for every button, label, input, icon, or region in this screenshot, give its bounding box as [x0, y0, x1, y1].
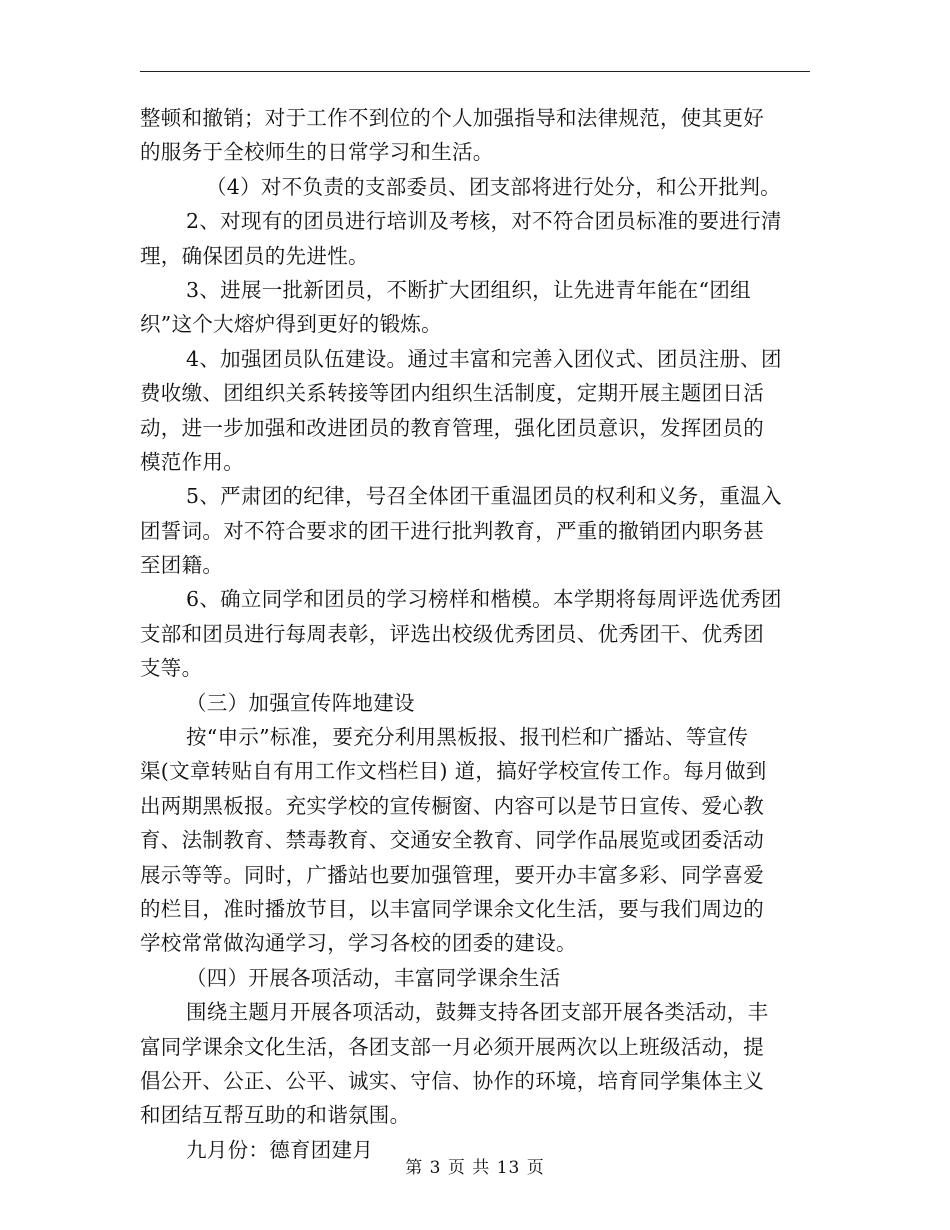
text-line: 倡公开、公正、公平、诚实、守信、协作的环境，培育同学集体主义 [140, 1068, 764, 1093]
page-footer: 第 3 页 共 13 页 [405, 1158, 545, 1178]
text-line: 按“申示”标准，要充分利用黑板报、报刊栏和广播站、等宣传 [186, 725, 749, 750]
text-line: 学校常常做沟通学习，学习各校的团委的建设。 [140, 931, 577, 956]
text-line: 的服务于全校师生的日常学习和生活。 [140, 140, 494, 165]
text-line: 2、对现有的团员进行培训及考核，对不符合团员标准的要进行清 [186, 209, 782, 234]
text-line: （四）开展各项活动，丰富同学课余生活 [186, 965, 561, 990]
text-line: 织”这个大熔炉得到更好的锻炼。 [140, 312, 442, 337]
text-line: 富同学课余文化生活，各团支部一月必须开展两次以上班级活动，提 [140, 1034, 764, 1059]
text-line: 至团籍。 [140, 553, 224, 578]
text-line: 团誓词。对不符合要求的团干进行批判教育，严重的撤销团内职务甚 [140, 518, 764, 543]
text-line: 渠(文章转贴自有用工作文档栏目) 道，搞好学校宣传工作。每月做到 [140, 759, 767, 784]
text-line: （三）加强宣传阵地建设 [186, 690, 415, 715]
text-line: 的栏目，准时播放节目，以丰富同学课余文化生活，要与我们周边的 [140, 896, 764, 921]
document-body [140, 101, 815, 1167]
text-line: 展示等等。同时，广播站也要加强管理，要开办丰富多彩、同学喜爱 [140, 862, 764, 887]
text-line: 育、法制教育、禁毒教育、交通安全教育、同学作品展览或团委活动 [140, 828, 764, 853]
text-line: 九月份：德育团建月 [186, 1137, 374, 1162]
text-line: 出两期黑板报。充实学校的宣传橱窗、内容可以是节日宣传、爱心教 [140, 793, 764, 818]
text-line: 3、进展一批新团员，不断扩大团组织，让先进青年能在“团组 [186, 277, 751, 302]
text-line: 理，确保团员的先进性。 [140, 243, 369, 268]
text-line: 费收缴、团组织关系转接等团内组织生活制度，定期开展主题团日活 [140, 381, 764, 406]
header-rule [140, 71, 810, 72]
text-line: 支部和团员进行每周表彰，评选出校级优秀团员、优秀团干、优秀团 [140, 621, 764, 646]
text-line: 模范作用。 [140, 449, 244, 474]
text-line: 围绕主题月开展各项活动，鼓舞支持各团支部开展各类活动，丰 [186, 1000, 769, 1025]
text-line: 6、确立同学和团员的学习榜样和楷模。本学期将每周评选优秀团 [186, 587, 782, 612]
text-line: 4、加强团员队伍建设。通过丰富和完善入团仪式、团员注册、团 [186, 346, 782, 371]
text-line: 动，进一步加强和改进团员的教育管理，强化团员意识，发挥团员的 [140, 415, 764, 440]
text-line: 支等。 [140, 656, 203, 681]
text-line: 整顿和撤销；对于工作不到位的个人加强指导和法律规范，使其更好 [140, 106, 764, 130]
text-line: 和团结互帮互助的和谐氛围。 [140, 1103, 411, 1128]
text-line: （4）对不负责的支部委员、团支部将进行处分，和公开批判。 [206, 174, 781, 199]
text-line: 5、严肃团的纪律，号召全体团干重温团员的权利和义务，重温入 [186, 484, 782, 509]
